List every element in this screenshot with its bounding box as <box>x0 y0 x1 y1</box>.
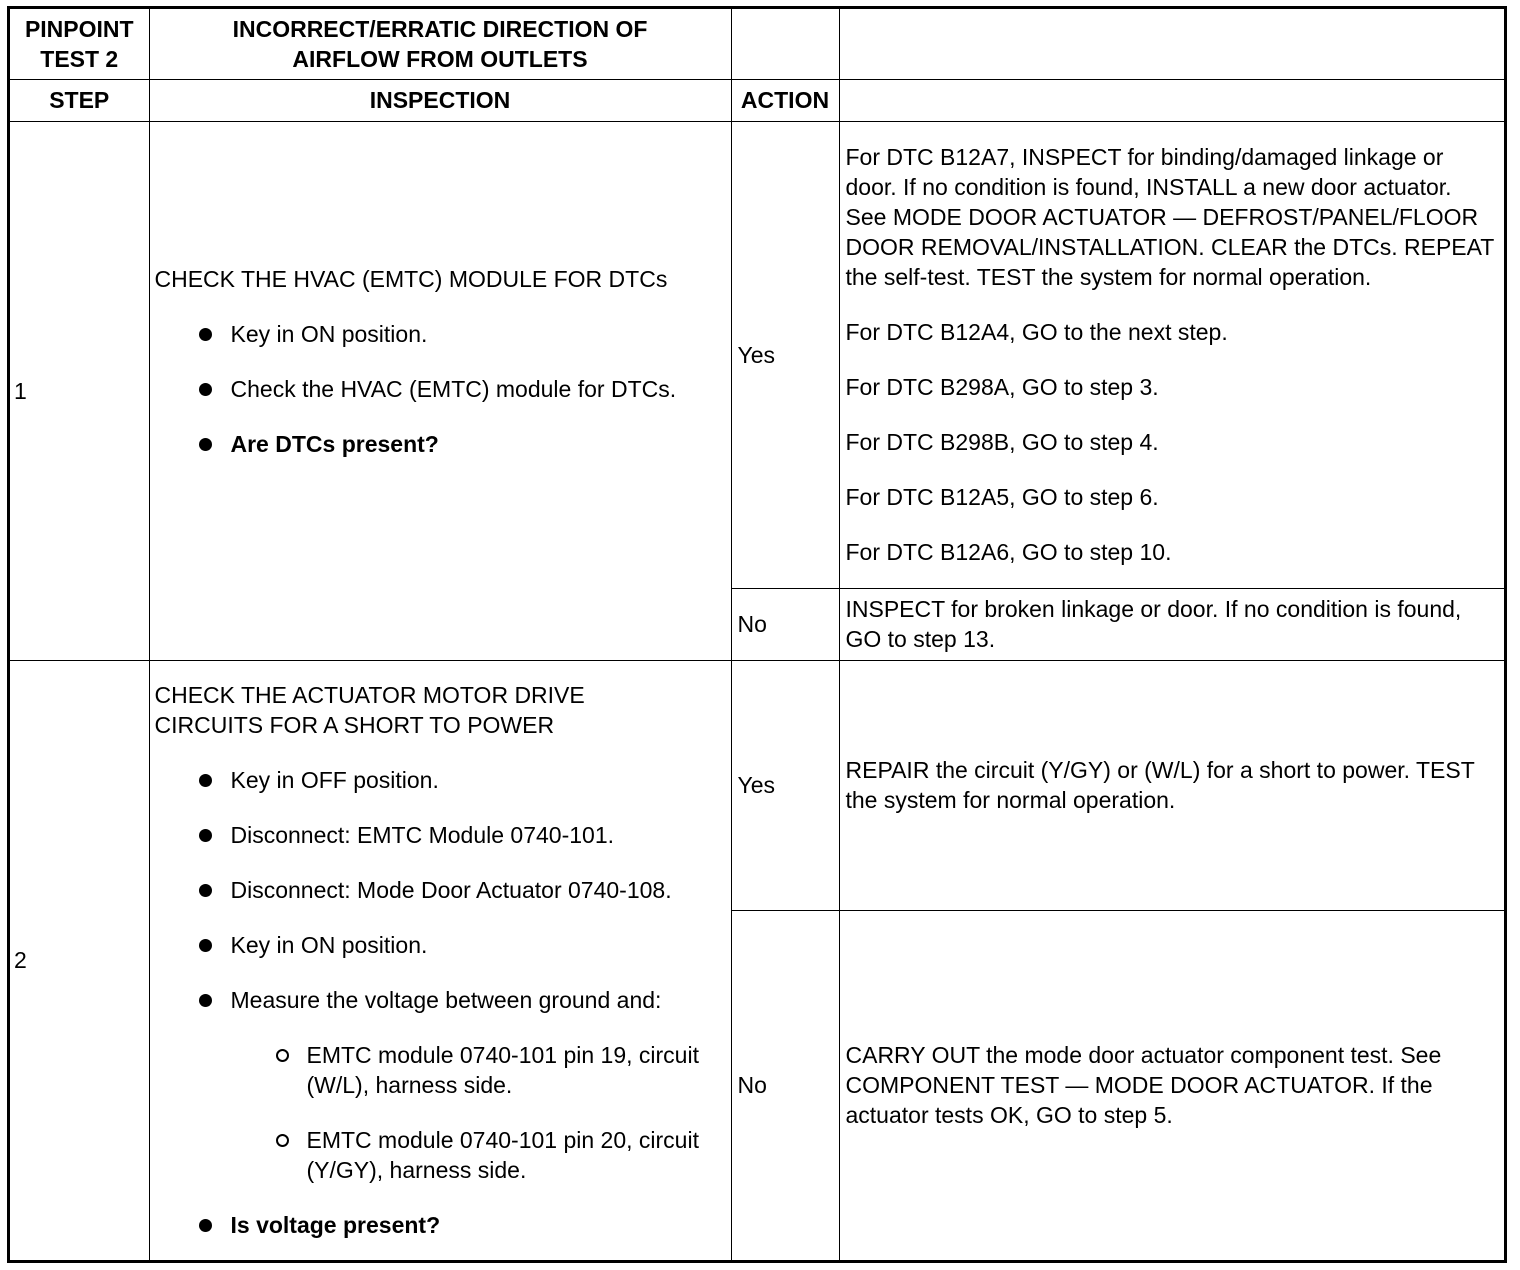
step-2-no-label: No <box>731 910 839 1260</box>
step-1-yes-action <box>839 121 1504 588</box>
action-paragraph: For DTC B12A6, GO to step 10. <box>845 539 1172 565</box>
step-2-title-line-2: CIRCUITS FOR A SHORT TO POWER <box>154 712 555 738</box>
action-paragraph: For DTC B12A7, INSPECT for binding/damaged linkage or door. If no condition is found, INSTALL a new door actuator. See MODE DOOR ACTUATOR — DEFROST/PANEL/FLOOR DOOR REMOVAL/INSTALLATION. CLEAR the DTCs. REPEAT the self-test. TEST the system for normal operation. <box>845 144 1494 290</box>
test-title-line-1: INCORRECT/ERRATIC DIRECTION OF <box>232 15 648 42</box>
step-1-no-action: INSPECT for broken linkage or door. If no condition is found, GO to step 13. <box>839 588 1504 660</box>
step-2-yes-label: Yes <box>731 660 839 910</box>
test-title <box>149 9 731 79</box>
title-empty-cell-result <box>839 9 1504 79</box>
pinpoint-line-2: TEST 2 <box>40 45 119 72</box>
column-header-inspection: INSPECTION <box>149 79 731 121</box>
step-1-inspection <box>149 121 731 660</box>
step-2-no-action: CARRY OUT the mode door actuator component test. See COMPONENT TEST — MODE DOOR ACTUATOR. If the actuator tests OK, GO to step 5. <box>839 910 1504 1260</box>
column-header-row <box>10 79 1504 121</box>
list-item: Key in ON position. <box>155 930 723 960</box>
step-2-inspection <box>149 660 731 1260</box>
step-2-title <box>155 680 723 740</box>
sub-list-item: EMTC module 0740-101 pin 19, circuit (W/L), harness side. <box>157 1040 723 1100</box>
pinpoint-test-table <box>10 9 1504 1261</box>
pinpoint-test-label <box>10 9 149 79</box>
step-1-yes-label: Yes <box>731 121 839 588</box>
action-paragraph: For DTC B12A5, GO to step 6. <box>845 484 1159 510</box>
action-paragraph: For DTC B12A4, GO to the next step. <box>845 319 1228 345</box>
list-item-question: Are DTCs present? <box>155 429 723 459</box>
column-header-step: STEP <box>10 79 149 121</box>
sub-list-item: EMTC module 0740-101 pin 20, circuit (Y/GY), harness side. <box>157 1125 723 1185</box>
step-2-yes-row <box>10 660 1504 910</box>
step-2-bullet-list <box>155 765 723 1240</box>
step-2-sub-bullet-list <box>231 1040 723 1185</box>
list-item-question: Is voltage present? <box>155 1210 723 1240</box>
step-number: 2 <box>10 660 149 1260</box>
column-header-action: ACTION <box>731 79 839 121</box>
step-1-bullet-list <box>155 319 723 459</box>
list-item: Disconnect: Mode Door Actuator 0740-108. <box>155 875 723 905</box>
test-title-line-2: AIRFLOW FROM OUTLETS <box>292 45 588 72</box>
step-1-yes-row <box>10 121 1504 588</box>
action-paragraph: For DTC B298B, GO to step 4. <box>845 429 1159 455</box>
list-item: Disconnect: EMTC Module 0740-101. <box>155 820 723 850</box>
step-1-no-label: No <box>731 588 839 660</box>
pinpoint-test-table-frame <box>7 6 1507 1263</box>
step-1-title: CHECK THE HVAC (EMTC) MODULE FOR DTCs <box>154 266 668 292</box>
action-paragraph: For DTC B298A, GO to step 3. <box>845 374 1159 400</box>
step-2-title-line-1: CHECK THE ACTUATOR MOTOR DRIVE <box>154 682 585 708</box>
list-item-measure <box>155 985 723 1185</box>
step-2-yes-action: REPAIR the circuit (Y/GY) or (W/L) for a short to power. TEST the system for normal operation. <box>839 660 1504 910</box>
title-row <box>10 9 1504 79</box>
measure-text: Measure the voltage between ground and: <box>230 987 662 1013</box>
list-item: Check the HVAC (EMTC) module for DTCs. <box>155 374 723 404</box>
title-empty-cell-action <box>731 9 839 79</box>
step-number: 1 <box>10 121 149 660</box>
list-item: Key in OFF position. <box>155 765 723 795</box>
column-header-empty <box>839 79 1504 121</box>
pinpoint-line-1: PINPOINT <box>24 15 134 42</box>
list-item: Key in ON position. <box>155 319 723 349</box>
